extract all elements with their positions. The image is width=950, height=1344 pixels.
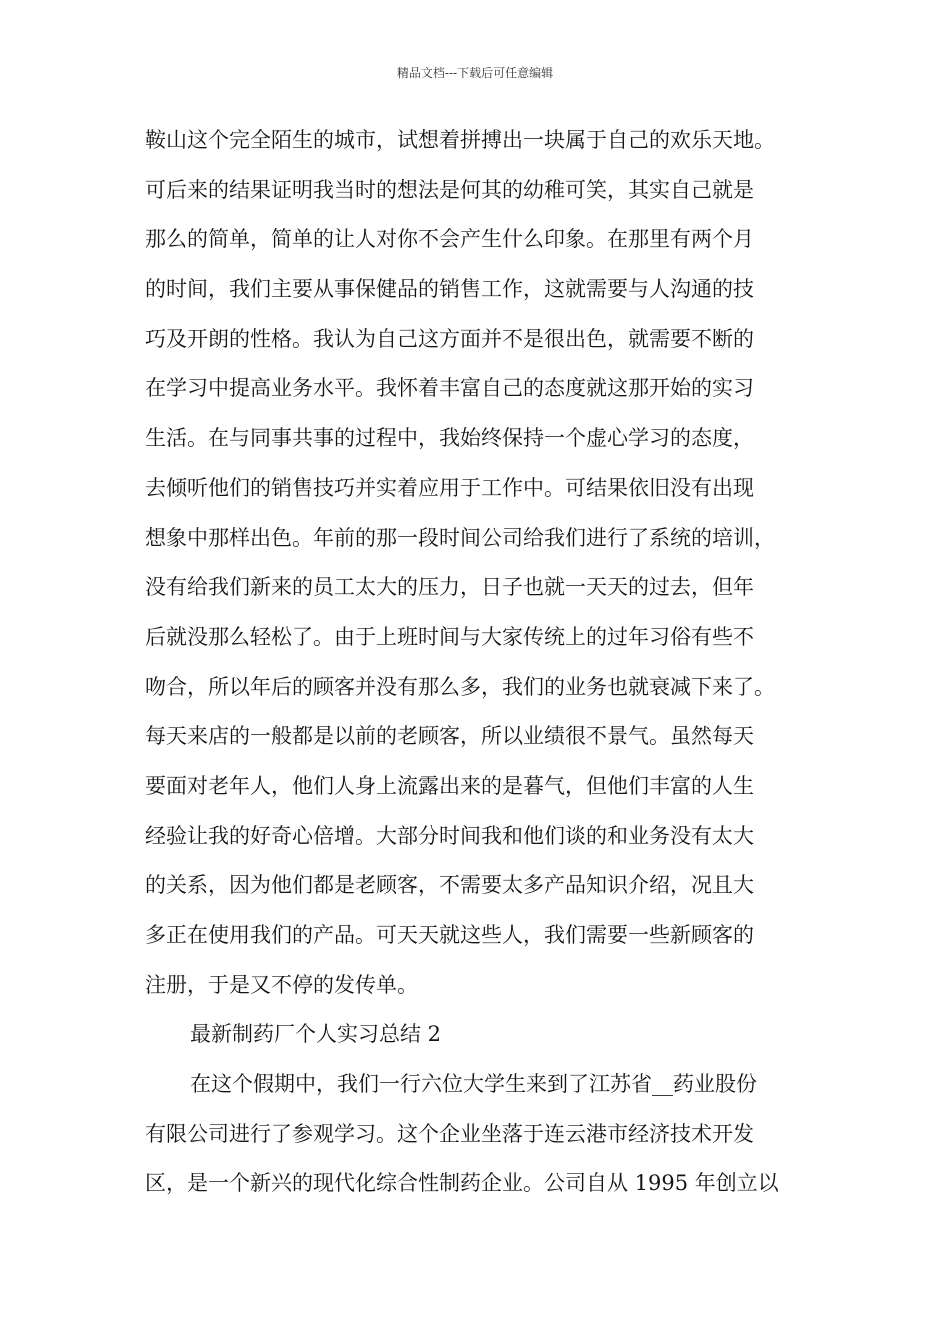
text-line: 想象中那样出色。年前的那一段时间公司给我们进行了系统的培训，: [145, 525, 775, 550]
text-line: 鞍山这个完全陌生的城市，试想着拼搏出一块属于自己的欢乐天地。: [145, 128, 775, 152]
text-line: 每天来店的一般都是以前的老顾客，所以业绩很不景气。虽然每天: [145, 724, 754, 749]
text-line: 的时间，我们主要从事保健品的销售工作，这就需要与人沟通的技: [145, 277, 754, 302]
text-line: 吻合，所以年后的顾客并没有那么多，我们的业务也就衰减下来了。: [145, 674, 775, 699]
paragraph-1: [145, 128, 825, 997]
text-line: 没有给我们新来的员工太大的压力，日子也就一天天的过去，但年: [145, 575, 754, 600]
text-line: 经验让我的好奇心倍增。大部分时间我和他们谈的和业务没有太大: [145, 823, 754, 848]
text-line: 可后来的结果证明我当时的想法是何其的幼稚可笑，其实自己就是: [145, 177, 754, 202]
text-line: 有限公司进行了参观学习。这个企业坐落于连云港市经济技术开发: [145, 1121, 754, 1146]
text-line: 那么的简单，简单的让人对你不会产生什么印象。在那里有两个月: [145, 227, 754, 252]
text-line: 去倾听他们的销售技巧并实着应用于工作中。可结果依旧没有出现: [145, 475, 754, 500]
text-line: 多正在使用我们的产品。可天天就这些人，我们需要一些新顾客的: [145, 923, 754, 947]
paragraph-2: [145, 1072, 825, 1195]
section-title: 最新制药厂个人实习总结 2: [190, 1022, 442, 1047]
text-line: 在学习中提高业务水平。我怀着丰富自己的态度就这那开始的实习: [145, 376, 754, 401]
text-line: 生活。在与同事共事的过程中，我始终保持一个虚心学习的态度，: [145, 426, 754, 451]
document-body: [145, 128, 825, 1221]
text-line: 注册，于是又不停的发传单。: [145, 972, 418, 997]
text-line: 的关系，因为他们都是老顾客，不需要太多产品知识介绍，况且大: [145, 873, 754, 898]
page-header: 精品文档---下载后可任意编辑: [396, 66, 554, 80]
text-line: 巧及开朗的性格。我认为自己这方面并不是很出色，就需要不断的: [145, 326, 754, 351]
text-line: 后就没那么轻松了。由于上班时间与大家传统上的过年习俗有些不: [145, 624, 754, 649]
text-line: 要面对老年人，他们人身上流露出来的是暮气，但他们丰富的人生: [145, 773, 754, 798]
text-line: 在这个假期中，我们一行六位大学生来到了江苏省__药业股份: [190, 1072, 757, 1097]
text-line: 区，是一个新兴的现代化综合性制药企业。公司自从 1995 年创立以: [145, 1171, 779, 1196]
